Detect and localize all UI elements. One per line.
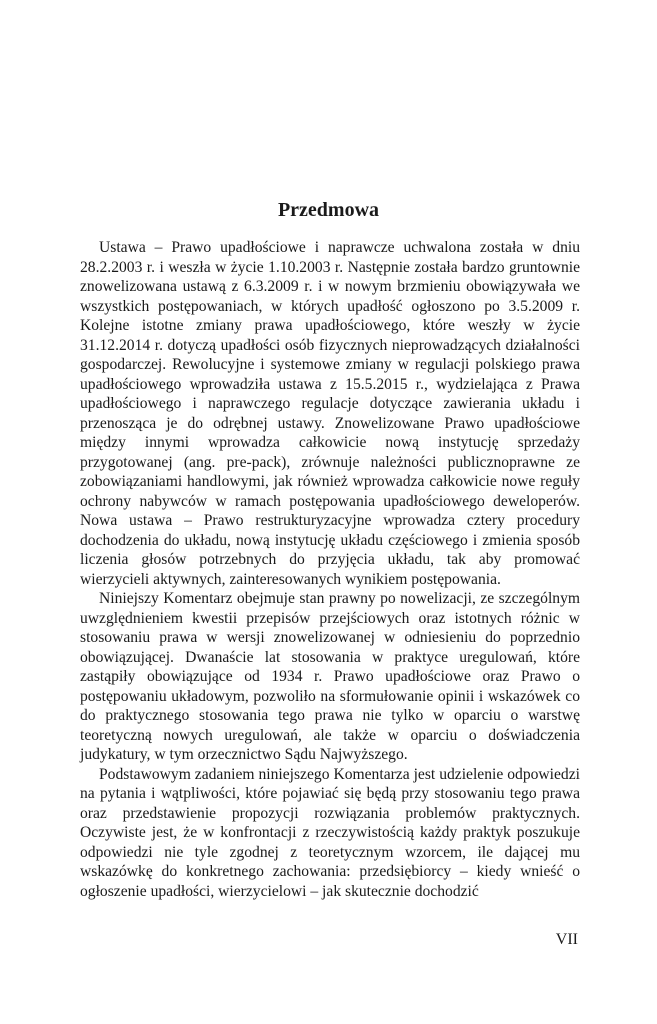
paragraph-3: Podstawowym zadaniem niniejszego Komentarza jest udzielenie odpowiedzi na pytania i wątpliwości, które pojawiać się będą przy stosowaniu tego prawa oraz przedstawienie propozycji rozwiązania problemów praktycznych. Oczywiste jest, że w konfrontacji z rzeczywistością każdy praktyk poszukuje odpowiedzi nie tyle zgodnej z teoretycznym wzorcem, ile dającej mu wskazówkę do konkretnego zachowania: przedsiębiorcy – kiedy wnieść o ogłoszenie upadłości, wierzycielowi – jak skutecznie dochodzić (80, 765, 580, 900)
page-number: VII (555, 931, 578, 948)
paragraph-2: Niniejszy Komentarz obejmuje stan prawny po nowelizacji, ze szczególnym uwzględnieniem kwestii przepisów przejściowych oraz istotnych różnic w stosowaniu prawa w wersji znowelizowanej w odniesieniu do poprzednio obowiązującej. Dwanaście lat stosowania w praktyce uregulowań, które zastąpiły obowiązujące od 1934 r. Prawo upadłościowe oraz Prawo o postępowaniu układowym, pozwoliło na sformułowanie opinii i wskazówek co do praktycznego stosowania tego prawa nie tylko w oparciu o warstwę teoretyczną nowych uregulowań, ale także w oparciu o doświadczenia judykatury, w tym orzecznictwo Sądu Najwyższego. (80, 590, 580, 763)
page-title: Przedmowa (277, 199, 380, 221)
paragraph-1: Ustawa – Prawo upadłościowe i naprawcze uchwalona została w dniu 28.2.2003 r. i weszła w życie 1.10.2003 r. Następnie została bardzo gruntownie znowelizowana ustawą z 6.3.2009 r. i w nowym brzmieniu obowiązywała we wszystkich postępowaniach, w których upadłość ogłoszono po 3.5.2009 r. Kolejne istotne zmiany prawa upadłościowego, które weszły w życie 31.12.2014 r. dotyczą upadłości osób fizycznych nieprowadzących działalności gospodarczej. Rewolucyjne i systemowe zmiany w regulacji polskiego prawa upadłościowego wprowadziła ustawa z 15.5.2015 r., wydzielająca z Prawa upadłościowego i naprawczego regulacje dotyczące zawierania układu i przenosząca je do odrębnej ustawy. Znowelizowane Prawo upadłościowe między innymi wprowadza całkowicie nową instytucję sprzedaży przygotowanej (ang. pre-pack), zrównuje należności publicznoprawne ze zobowiązaniami handlowymi, jak również wprowadza całkowicie nowe reguły ochrony nabywców w ramach postępowania upadłościowego deweloperów. Nowa ustawa – Prawo restrukturyzacyjne wprowadza cztery procedury dochodzenia do układu, nową instytucję układu częściowego i zmienia sposób liczenia głosów potrzebnych do przyjęcia układu, tak aby promować wierzycieli aktywnych, zainteresowanych wynikiem postępowania. (80, 239, 580, 588)
preface-body (80, 238, 580, 901)
